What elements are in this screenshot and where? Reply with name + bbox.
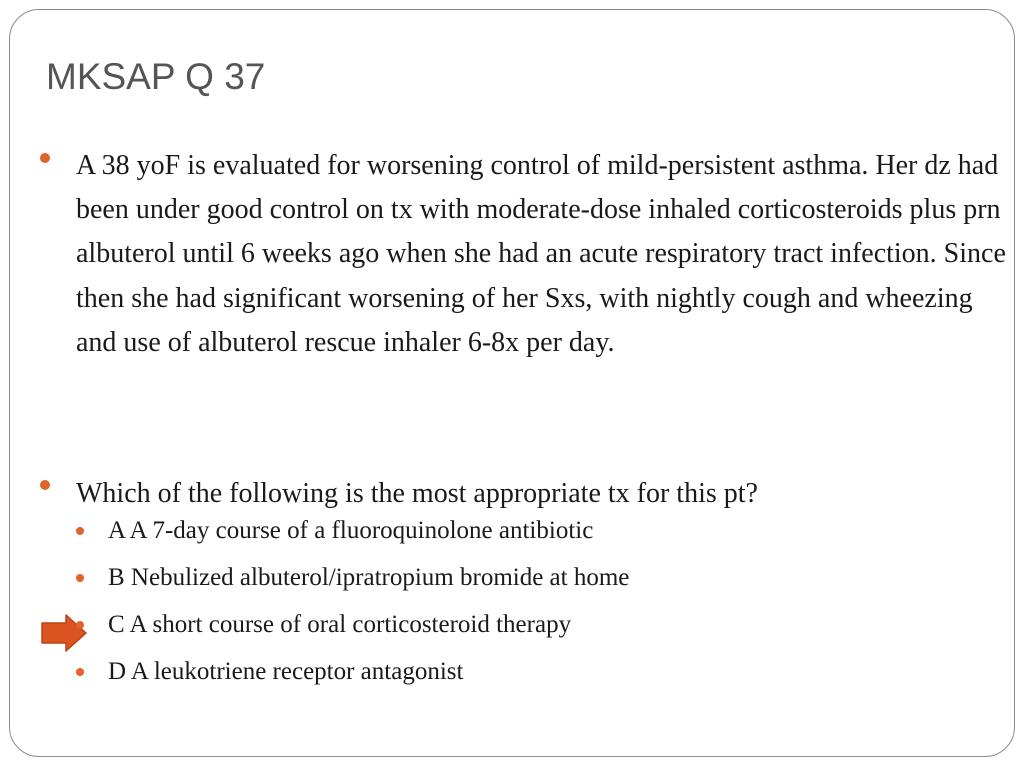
option-d: D A leukotriene receptor antagonist (108, 658, 464, 685)
slide-title: MKSAP Q 37 (46, 56, 266, 97)
sub-bullet-icon (76, 668, 84, 676)
right-arrow-icon (40, 613, 88, 653)
question-prompt: Which of the following is the most appropriate tx for this pt? (76, 478, 758, 509)
slide-frame (9, 9, 1015, 757)
bullet-icon (40, 480, 50, 490)
sub-bullet-icon (76, 621, 84, 629)
option-a: A A 7-day course of a fluoroquinolone antibiotic (108, 517, 594, 544)
sub-bullet-icon (76, 527, 84, 535)
bullet-icon (40, 153, 50, 163)
option-b: B Nebulized albuterol/ipratropium bromide at home (108, 564, 630, 591)
question-stem: A 38 yoF is evaluated for worsening control of mild-persistent asthma. Her dz had been under good control on tx with moderate-dose inhaled corticosteroids plus prn albuterol until 6 weeks ago when she had an acute respiratory tract infection. Since then she had significant worsening of her Sxs, with nightly cough and wheezing and use of albuterol rescue inhaler 6-8x per day. (76, 150, 1006, 358)
option-c: C A short course of oral corticosteroid therapy (108, 611, 572, 638)
sub-bullet-icon (76, 574, 84, 582)
